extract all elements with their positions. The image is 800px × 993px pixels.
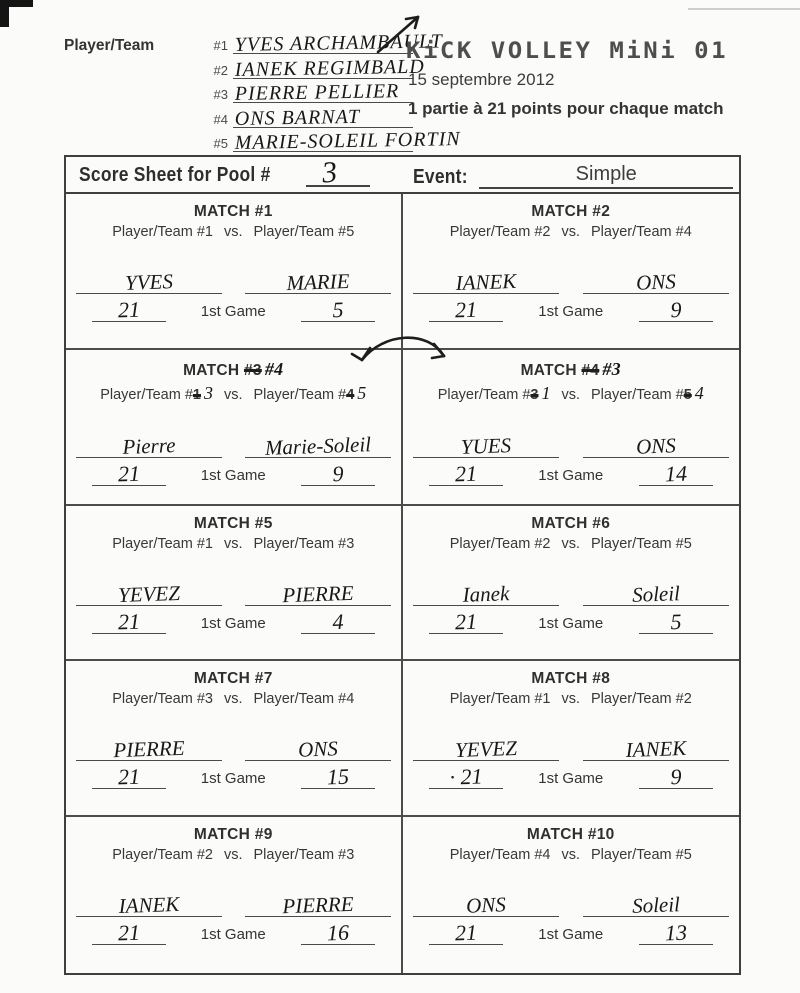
handwritten-left-score: 21	[454, 608, 477, 634]
left-score-line	[429, 461, 503, 486]
game-label: 1st Game	[538, 466, 604, 484]
match-title-prefix: MATCH	[520, 361, 577, 379]
roster-line	[233, 55, 425, 81]
right-team-label: Player/Team #3	[253, 535, 355, 552]
handwritten-right-name: ONS	[297, 736, 338, 763]
left-score-line	[92, 297, 166, 322]
handwritten-right-name: PIERRE	[281, 580, 354, 607]
handwritten-left-name: PIERRE	[113, 736, 185, 763]
struck-match-number: #4	[581, 361, 600, 379]
handwritten-left-score: 21	[117, 919, 141, 946]
handwritten-left-name: ONS	[465, 892, 506, 918]
handwritten-left-name: IANEK	[454, 268, 517, 296]
vs-label: vs.	[223, 691, 243, 708]
game-label: 1st Game	[200, 303, 266, 320]
struck-match-number: #3	[243, 361, 262, 379]
match-teams	[66, 691, 401, 707]
right-score-line	[639, 920, 713, 945]
right-score-line	[301, 764, 375, 789]
match-teams	[403, 847, 740, 863]
roster-number: #5	[213, 135, 228, 151]
left-team-label: Player/Team #1	[449, 691, 551, 708]
sheet-title: Score Sheet for Pool #	[79, 162, 271, 186]
handwritten-right-score: 5	[670, 608, 682, 634]
handwritten-right-score: 5	[331, 296, 344, 323]
left-name-line	[76, 894, 222, 917]
match-card-2	[403, 194, 740, 350]
struck-right-team-number: 4	[346, 386, 355, 403]
handwritten-left-team-number: 1	[541, 382, 551, 403]
match-title: MATCH #8	[531, 670, 611, 688]
left-team-label: Player/Team #2	[449, 535, 551, 552]
name-lines	[403, 580, 740, 607]
right-team-label: Player/Team #4	[253, 691, 355, 708]
match-title: MATCH #9	[193, 826, 273, 844]
handwritten-right-name: ONS	[635, 433, 677, 459]
handwritten-match-number: #4	[264, 358, 284, 379]
handwritten-right-name: Marie-Soleil	[264, 431, 371, 460]
handwritten-left-name: YUES	[459, 432, 511, 459]
event-date: 15 septembre 2012	[408, 70, 555, 89]
handwritten-right-name: PIERRE	[281, 891, 354, 919]
score-lines	[66, 764, 401, 789]
right-name-line	[583, 271, 729, 294]
event-label: Event:	[413, 165, 468, 188]
right-team-label: Player/Team #2	[591, 691, 692, 708]
handwritten-left-name: IANEK	[118, 892, 180, 919]
sheet-header	[66, 154, 739, 194]
roster-row	[206, 54, 425, 81]
handwritten-match-number: #3	[602, 358, 621, 379]
right-team-label: Player/Team #5	[591, 847, 692, 864]
handwritten-right-name: Soleil	[631, 580, 681, 607]
score-lines	[66, 297, 401, 322]
handwritten-player-name: YVES ARCHAMBAULT	[234, 30, 443, 57]
handwritten-right-team-number: 5	[357, 382, 367, 403]
handwritten-right-score: 9	[670, 764, 682, 790]
roster-number: #3	[213, 87, 228, 103]
right-name-line	[583, 435, 729, 458]
score-lines	[66, 920, 401, 945]
left-name-line	[413, 738, 559, 761]
right-score-line	[301, 297, 375, 322]
handwritten-pool-number: 3	[320, 154, 339, 190]
roster-row	[206, 128, 461, 154]
match-title: MATCH #7	[193, 670, 273, 688]
match-card-8	[403, 661, 740, 817]
left-score-line	[429, 920, 503, 945]
pool-number-line	[306, 154, 370, 190]
left-team-label: Player/Team #	[437, 386, 531, 403]
left-name-line	[413, 580, 559, 607]
match-card-1	[66, 194, 403, 350]
name-lines	[403, 432, 740, 459]
match-grid	[66, 194, 739, 973]
roster-line	[233, 107, 413, 128]
right-name-line	[583, 894, 729, 917]
handwritten-player-name: IANEK REGIMBALD	[234, 55, 425, 81]
left-score-line	[92, 461, 166, 486]
handwritten-right-name: IANEK	[625, 736, 687, 763]
right-team-label: Player/Team #5	[591, 535, 692, 552]
left-name-line	[76, 738, 222, 761]
left-team-label: Player/Team #2	[449, 224, 551, 240]
right-team-label: Player/Team #	[253, 386, 347, 403]
roster-number: #4	[213, 111, 228, 127]
game-label: 1st Game	[200, 770, 266, 788]
handwritten-player-name: PIERRE PELLIER	[234, 80, 400, 106]
left-name-line	[413, 432, 559, 459]
handwritten-left-score: ∙ 21	[448, 763, 483, 790]
right-team-label: Player/Team #5	[253, 224, 355, 240]
game-label: 1st Game	[538, 303, 604, 320]
name-lines	[66, 891, 401, 919]
match-card-7	[66, 661, 403, 817]
event-rule: 1 partie à 21 points pour chaque match	[408, 99, 724, 118]
score-sheet	[64, 155, 741, 975]
handwritten-right-name: MARIE	[285, 268, 350, 296]
match-teams	[66, 847, 401, 863]
right-score-line	[301, 609, 375, 634]
vs-label: vs.	[561, 224, 581, 240]
left-score-line	[429, 764, 503, 789]
event-logo: KiCK VOLLEY MiNi 01	[406, 38, 729, 64]
handwritten-left-score: 21	[117, 764, 141, 790]
score-lines	[66, 461, 401, 486]
right-score-line	[639, 609, 713, 634]
vs-label: vs.	[223, 535, 243, 552]
right-team-label: Player/Team #4	[591, 224, 692, 240]
struck-right-team-number: 5	[683, 386, 692, 403]
left-score-line	[92, 609, 166, 634]
handwritten-left-score: 21	[117, 608, 141, 634]
event-value: Simple	[575, 163, 637, 185]
game-label: 1st Game	[200, 614, 266, 632]
score-lines	[66, 609, 401, 634]
scan-edge-line	[688, 8, 800, 10]
event-group	[413, 157, 733, 192]
handwritten-left-name: YEVEZ	[117, 580, 181, 607]
game-label: 1st Game	[200, 466, 266, 484]
left-name-line	[76, 432, 222, 459]
handwritten-right-score: 13	[664, 919, 688, 946]
game-label: 1st Game	[538, 614, 604, 632]
roster-line	[233, 80, 413, 106]
right-name-line	[245, 431, 391, 460]
handwritten-left-name: Pierre	[122, 432, 176, 459]
handwritten-right-name: ONS	[635, 269, 677, 295]
struck-left-team-number: 3	[530, 386, 539, 403]
match-card-9	[66, 817, 403, 973]
right-name-line	[245, 891, 391, 919]
match-teams	[66, 536, 401, 552]
left-score-line	[429, 609, 503, 634]
roster-number: #1	[213, 38, 228, 54]
match-title-prefix: MATCH	[183, 361, 240, 379]
handwritten-right-score: 15	[326, 764, 349, 790]
right-name-line	[245, 738, 391, 761]
match-title: MATCH #2	[531, 203, 611, 220]
game-label: 1st Game	[538, 926, 604, 944]
match-title: MATCH #10	[526, 826, 615, 844]
left-name-line	[76, 580, 222, 607]
name-lines	[403, 268, 740, 296]
vs-label: vs.	[223, 847, 243, 864]
right-score-line	[301, 461, 375, 486]
right-team-label: Player/Team #3	[253, 847, 355, 864]
handwritten-right-team-number: 4	[694, 382, 704, 403]
right-team-label: Player/Team #	[591, 386, 684, 403]
score-lines	[403, 609, 740, 634]
score-lines	[403, 920, 740, 945]
vs-label: vs.	[561, 847, 581, 864]
name-lines	[66, 580, 401, 607]
handwritten-right-score: 9	[331, 460, 344, 486]
roster-row	[206, 79, 413, 106]
match-card-10	[403, 817, 740, 973]
name-lines	[403, 738, 740, 761]
left-score-line	[92, 764, 166, 789]
left-name-line	[413, 894, 559, 917]
right-name-line	[245, 580, 391, 607]
struck-left-team-number: 1	[192, 386, 201, 403]
match-title: MATCH #6	[531, 514, 611, 532]
left-team-label: Player/Team #1	[112, 535, 213, 552]
right-score-line	[639, 461, 713, 486]
vs-label: vs.	[223, 386, 243, 403]
handwritten-left-name: Ianek	[461, 580, 510, 607]
pool-group	[66, 154, 370, 190]
roster-label: Player/Team	[64, 37, 155, 54]
handwritten-right-score: 9	[670, 296, 682, 323]
match-teams	[403, 224, 740, 240]
name-lines	[66, 268, 401, 296]
right-score-line	[301, 920, 375, 945]
match-teams	[66, 224, 401, 240]
handwritten-left-score: 21	[117, 460, 141, 487]
match-card-6	[403, 506, 740, 662]
left-team-label: Player/Team #1	[112, 224, 213, 240]
game-label: 1st Game	[200, 926, 266, 944]
name-lines	[403, 894, 740, 917]
right-score-line	[639, 297, 713, 322]
game-label: 1st Game	[538, 770, 604, 788]
match-teams	[403, 691, 740, 707]
roster-number: #2	[213, 62, 228, 78]
vs-label: vs.	[561, 386, 581, 403]
left-score-line	[429, 297, 503, 322]
handwritten-right-name: Soleil	[631, 892, 681, 919]
handwritten-right-score: 14	[664, 460, 688, 487]
vs-label: vs.	[223, 224, 243, 240]
handwritten-right-score: 4	[331, 608, 344, 634]
match-card-5	[66, 506, 403, 662]
roster-line	[233, 128, 461, 154]
handwritten-left-score: 21	[454, 460, 477, 487]
roster-row	[206, 103, 413, 130]
handwritten-left-score: 21	[454, 296, 477, 323]
swap-arrow-icon	[346, 330, 480, 394]
handwritten-player-name: MARIE-SOLEIL FORTIN	[234, 128, 461, 154]
scan-corner-mark	[0, 0, 33, 27]
handwritten-player-name: ONS BARNAT	[234, 105, 361, 130]
name-lines	[66, 738, 401, 761]
match-teams	[403, 536, 740, 552]
score-lines	[403, 297, 740, 322]
event-value-line	[479, 163, 733, 189]
name-lines	[66, 431, 401, 460]
handwritten-left-score: 21	[454, 919, 477, 946]
vs-label: vs.	[561, 691, 581, 708]
left-score-line	[92, 920, 166, 945]
handwritten-left-name: YEVEZ	[454, 736, 517, 763]
left-name-line	[76, 271, 222, 294]
right-name-line	[245, 268, 391, 296]
handwritten-left-name: YVES	[124, 269, 174, 295]
left-team-label: Player/Team #2	[112, 847, 213, 864]
handwritten-right-score: 16	[326, 919, 349, 946]
score-lines	[403, 764, 740, 789]
match-title: MATCH #1	[193, 203, 273, 220]
left-team-label: Player/Team #	[100, 386, 193, 403]
right-name-line	[583, 738, 729, 761]
left-team-label: Player/Team #4	[449, 847, 551, 864]
match-title: MATCH #5	[193, 514, 273, 532]
handwritten-left-score: 21	[117, 296, 141, 323]
left-team-label: Player/Team #3	[112, 691, 213, 708]
right-score-line	[639, 764, 713, 789]
vs-label: vs.	[561, 535, 581, 552]
right-name-line	[583, 580, 729, 607]
handwritten-left-team-number: 3	[203, 382, 213, 403]
score-lines	[403, 461, 740, 486]
left-name-line	[413, 268, 559, 296]
